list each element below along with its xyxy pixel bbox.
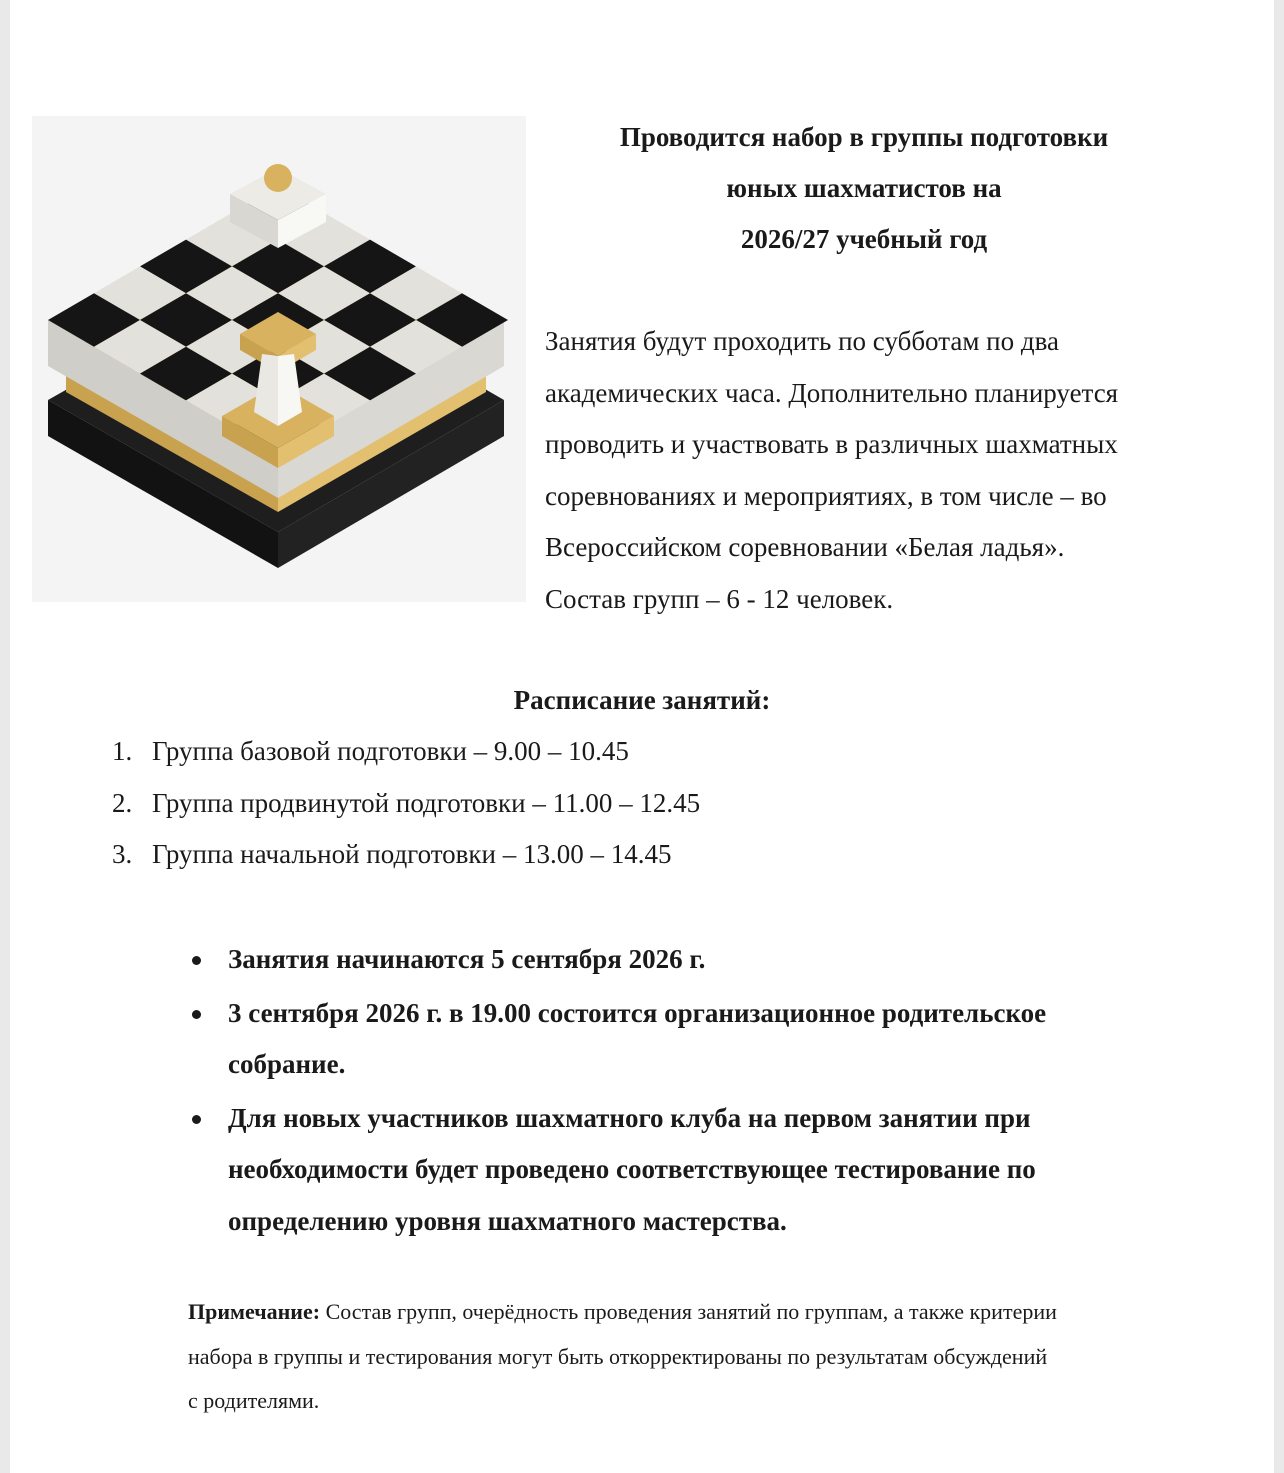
- list-item: [112, 829, 700, 881]
- intro-line: Состав групп – 6 - 12 человек.: [545, 583, 894, 614]
- note-label: Примечание:: [188, 1299, 321, 1324]
- intro-paragraph: [545, 316, 1245, 625]
- title-line: Проводится набор в группы подготовки: [619, 122, 1109, 152]
- intro-line: Всероссийском соревновании «Белая ладья».: [545, 532, 1065, 562]
- list-item: [188, 1093, 1188, 1248]
- list-item: [188, 934, 1188, 986]
- page-title: [544, 112, 1184, 265]
- chess-board-illustration: [32, 116, 526, 602]
- notice-list: [188, 934, 1188, 1249]
- schedule-list: [112, 726, 700, 881]
- notice-line: 3 сентября 2026 г. в 19.00 состоится организационное родительское: [228, 997, 1047, 1028]
- notice-line: необходимости будет проведено соответствующее тестирование по: [228, 1154, 1036, 1184]
- note-paragraph: [188, 1290, 1198, 1424]
- list-number: 1.: [112, 736, 133, 766]
- note-line: набора в группы и тестирования могут быть откорректированы по результатам обсуждений: [188, 1343, 1048, 1369]
- schedule-title: Расписание занятий:: [513, 685, 771, 715]
- intro-line: академических часа. Дополнительно планируется: [545, 377, 1119, 408]
- note-line: [188, 1290, 1198, 1335]
- bullet-icon: [192, 1115, 201, 1124]
- bullet-icon: [192, 956, 201, 965]
- list-text: Группа начальной подготовки – 13.00 – 14.45: [152, 839, 672, 869]
- note-line: с родителями.: [188, 1388, 320, 1413]
- list-item: [112, 778, 700, 830]
- document-page: [10, 0, 1274, 1473]
- notice-line: определению уровня шахматного мастерства.: [228, 1205, 787, 1236]
- title-line: юных шахматистов на: [726, 173, 1002, 203]
- intro-line: Занятия будут проходить по субботам по два: [545, 326, 1059, 356]
- notice-line: Занятия начинаются 5 сентября 2026 г.: [228, 944, 706, 974]
- list-item: [112, 726, 700, 778]
- title-line: 2026/27 учебный год: [740, 224, 988, 254]
- list-item: [188, 988, 1188, 1091]
- note-text: Состав групп, очерёдность проведения занятий по группам, а также критерии: [320, 1299, 1057, 1324]
- list-number: 3.: [112, 839, 133, 869]
- bullet-icon: [192, 1010, 201, 1019]
- chess-board-icon: [32, 116, 526, 602]
- list-number: 2.: [112, 787, 133, 818]
- list-text: Группа базовой подготовки – 9.00 – 10.45: [152, 736, 629, 766]
- notice-line: Для новых участников шахматного клуба на первом занятии при: [228, 1102, 1031, 1133]
- intro-line: проводить и участвовать в различных шахматных: [545, 429, 1118, 459]
- list-text: Группа продвинутой подготовки – 11.00 – 12.45: [152, 787, 701, 818]
- notice-line: собрание.: [228, 1049, 346, 1079]
- intro-line: соревнованиях и мероприятиях, в том числе – во: [545, 480, 1107, 511]
